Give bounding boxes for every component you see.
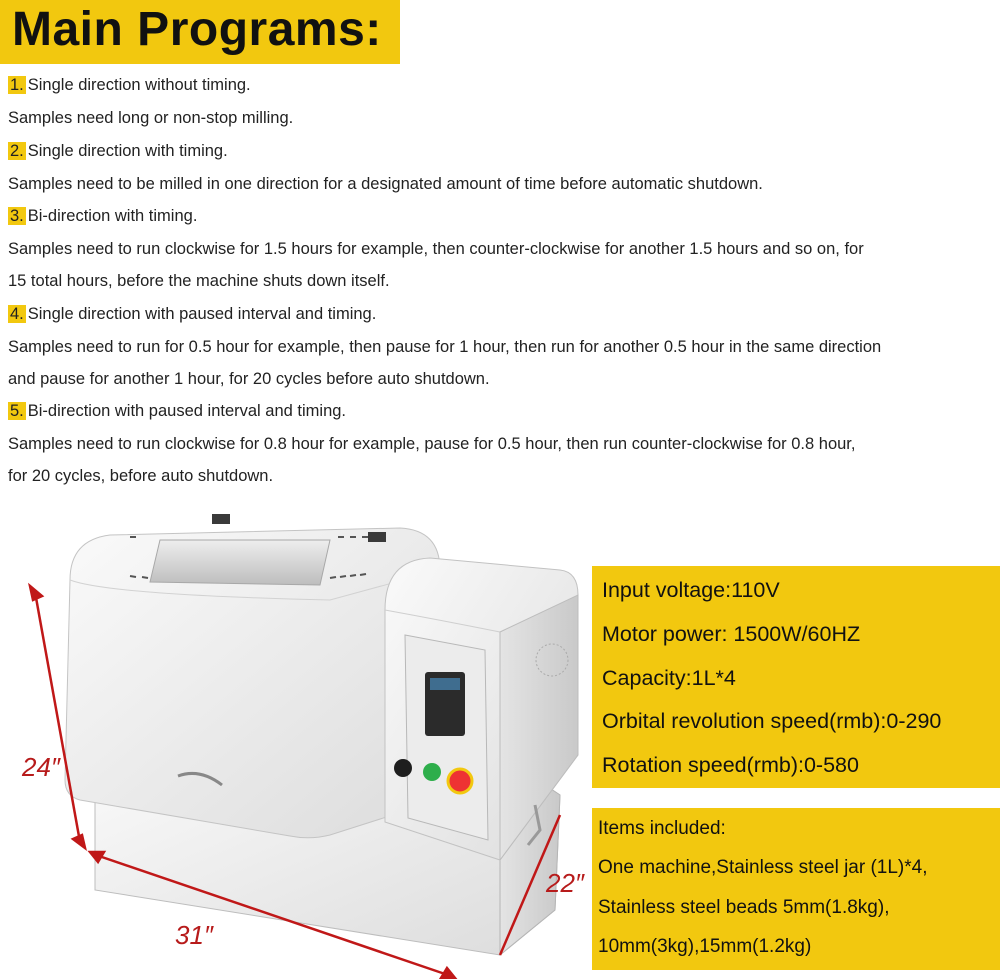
items-line-2: Stainless steel beads 5mm(1.8kg), [598,897,890,918]
program-3-description-line-2: 15 total hours, before the machine shuts down itself. [8,272,390,290]
spec-rotation-speed: Rotation speed(rmb):0-580 [602,753,859,777]
items-included-box [592,808,1000,970]
spec-orbital-speed: Orbital revolution speed(rmb):0-290 [602,709,942,733]
program-heading-text: Single direction with paused interval and timing. [27,305,377,323]
program-1-heading [8,76,251,95]
hinge-left-icon [212,514,230,524]
program-2-description: Samples need to be milled in one direction for a designated amount of time before automatic shutdown. [8,175,763,193]
program-3-heading [8,207,197,226]
program-4-description-line-2: and pause for another 1 hour, for 20 cycles before auto shutdown. [8,370,490,388]
program-4-heading [8,305,376,324]
start-button-icon [423,763,441,781]
main-cabinet [65,514,440,838]
program-1-description: Samples need long or non-stop milling. [8,109,294,127]
program-number: 4. [10,305,24,323]
height-dimension-label: 24″ [22,752,61,782]
program-heading-text: Single direction without timing. [27,76,251,94]
page-title: Main Programs: [12,3,382,56]
program-4-description-line-1: Samples need to run for 0.5 hour for example, then pause for 1 hour, then run for another 0.5 hour in the same direction [8,338,882,356]
width-dimension-label: 31″ [175,920,214,950]
program-number: 3. [10,207,24,225]
spec-voltage: Input voltage:110V [602,578,780,602]
title-banner [0,0,400,64]
machine-illustration [0,500,592,979]
program-heading-text: Single direction with timing. [27,142,228,160]
selector-switch-icon [394,759,412,777]
program-number: 5. [10,402,24,420]
emergency-stop-icon [448,769,472,793]
hinge-right-icon [368,532,386,542]
program-number: 2. [10,142,24,160]
depth-dimension-label: 22″ [546,868,585,898]
items-line-1: One machine,Stainless steel jar (1L)*4, [598,857,928,878]
program-heading-text: Bi-direction with paused interval and timing. [27,402,347,420]
program-5-heading [8,402,346,421]
program-heading-text: Bi-direction with timing. [27,207,198,225]
spec-capacity: Capacity:1L*4 [602,666,736,690]
program-3-description-line-1: Samples need to run clockwise for 1.5 hours for example, then counter-clockwise for another 1.5 hours and so on, for [8,240,864,258]
program-2-heading [8,142,228,161]
program-number: 1. [10,76,24,94]
inverter-display-icon [430,678,460,690]
program-5-description-line-2: for 20 cycles, before auto shutdown. [8,467,274,485]
spec-motor-power: Motor power: 1500W/60HZ [602,622,861,646]
items-heading: Items included: [598,818,726,839]
program-5-description-line-1: Samples need to run clockwise for 0.8 hour for example, pause for 0.5 hour, then run counter-clockwise for 0.8 hour, [8,435,856,453]
specifications-box [592,566,1000,788]
items-line-3: 10mm(3kg),15mm(1.2kg) [598,936,812,957]
